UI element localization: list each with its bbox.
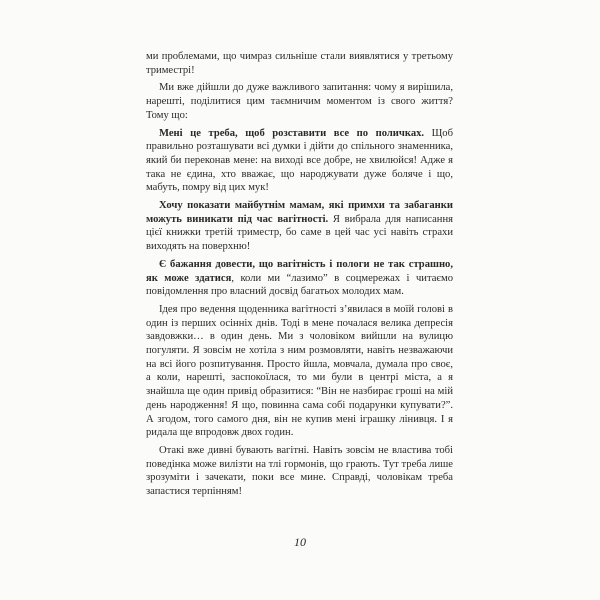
paragraph-text: , коли ми “лазимо” в соцмережах і читаємо повідомлення про власний досвід багатьох молодих мам. (146, 272, 453, 298)
paragraph-text: Отакі вже дивні бувають вагітні. Навіть зовсім не властива тобі поведінка може вилізти на тлі гормонів, що грають. Тут треба лише зрозуміти і зачекати, поки все мине. Справді, чоловікам треба запастися терпінням! (146, 444, 453, 498)
paragraph-text: Я вибрала для написання цієї книжки третій триместр, бо саме в цей час усі навіть страхи виходять на поверхню! (146, 213, 453, 253)
body-paragraph (146, 444, 453, 499)
body-paragraph (146, 199, 453, 254)
body-paragraph (146, 81, 453, 122)
paragraph-text: Ідея про ведення щоденника вагітності з’явилася в моїй голові в один із перших осінніх днів. Тоді в мене почалася велика депресія завдовжки… в один день. Ми з чоловіком вийшли на вулицю погуляти. Я зовсім не хотіла з ним розмовляти, навіть незважаючи на всі його розпитування. Просто йшла, мовчала, думала про своє, а коли, нарешті, заспокоїлася, то ми були в центрі міста, а я знайшла ще один привід образитися: “Він не назбирає гроші на мій день народження! Я що, повинна сама собі подарунки купувати?”. А згодом, того самого дня, він не купив мені іграшку лінивця. І я ридала ще впродовж двох годин. (146, 303, 453, 439)
page-number: 10 (294, 535, 306, 549)
paragraph-text: Щоб правильно розташувати всі думки і дійти до спільного знаменника, який би переконав мене: на виході все добре, не хвилюйся! Адже я така не єдина, хто вважає, що народжувати дуже боляче і що, мабуть, помру від цих мук! (146, 127, 453, 194)
bold-phrase: Є бажання довести, що вагітність і пологи не так страшно, як може здатися (146, 258, 453, 284)
paragraph-text: ми проблемами, що чимраз сильніше стали виявлятися у третьому триместрі! (146, 51, 453, 76)
body-paragraph (146, 258, 453, 299)
body-paragraph (146, 127, 453, 196)
page-body-text (146, 50, 453, 503)
paragraph-text: Ми вже дійшли до дуже важливого запитання: чому я вирішила, нарешті, поділитися цим таємничим моментом із свого життя? Тому що: (146, 82, 453, 121)
bold-phrase: Хочу показати майбутнім мамам, які примхи та забаганки можуть виникати під час вагітності. (146, 200, 453, 225)
body-paragraph (146, 50, 453, 77)
body-paragraph (146, 303, 453, 440)
bold-phrase: Мені це треба, щоб розставити все по поличках. (159, 127, 425, 139)
